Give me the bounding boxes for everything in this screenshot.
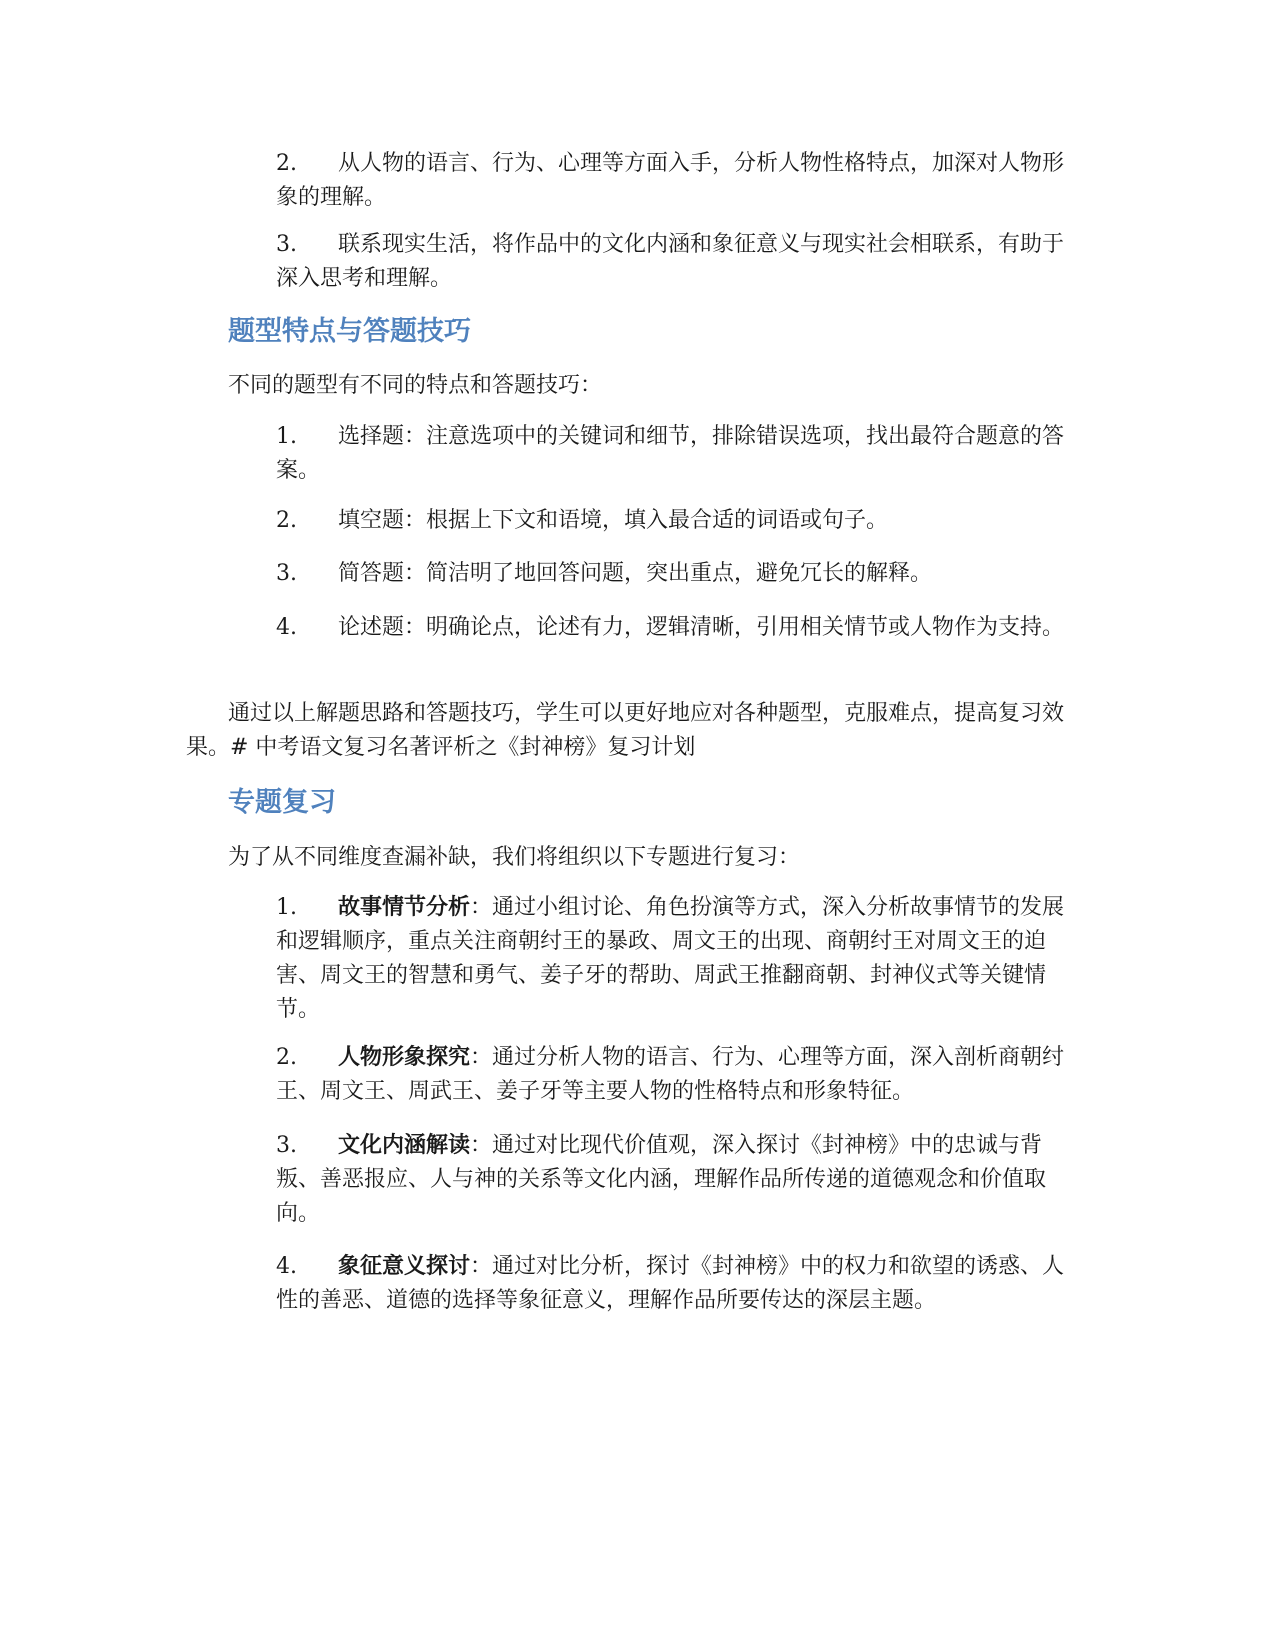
list-number: 1. [276, 895, 297, 920]
list-item-text: ：通过对比现代价值观，深入探讨《封神榜》中的忠诚与背叛、善恶报应、人与神的关系等文化内涵，理解作品所传递的道德观念和价值取向。 [276, 1133, 1047, 1226]
list-item-title: 象征意义探讨 [338, 1253, 471, 1279]
list-item-text: 填空题：根据上下文和语境，填入最合适的词语或句子。 [338, 508, 889, 533]
list-item-text: 简答题：简洁明了地回答问题，突出重点，避免冗长的解释。 [338, 561, 933, 586]
list-item [234, 557, 1079, 591]
intro-question-types: 不同的题型有不同的特点和答题技巧： [228, 373, 603, 398]
intro-topic-review: 为了从不同维度查漏补缺，我们将组织以下专题进行复习： [228, 845, 801, 870]
list-number: 2. [276, 151, 297, 176]
heading-topic-review: 专题复习 [228, 787, 336, 818]
list-number: 2. [276, 508, 297, 533]
list-item-text: 联系现实生活，将作品中的文化内涵和象征意义与现实社会相联系，有助于深入思考和理解。 [276, 232, 1065, 291]
list-item-title: 文化内涵解读 [338, 1132, 471, 1158]
heading-question-types: 题型特点与答题技巧 [228, 316, 471, 347]
list-item [234, 228, 1079, 296]
list-number: 3. [276, 561, 297, 586]
list-item-text: ：通过对比分析，探讨《封神榜》中的权力和欲望的诱惑、人性的善恶、道德的选择等象征意义，理解作品所要传达的深层主题。 [276, 1254, 1065, 1313]
list-item [234, 1249, 1079, 1318]
list-item [234, 611, 1079, 645]
list-item [234, 147, 1079, 215]
list-item-title: 人物形象探究 [338, 1044, 471, 1070]
list-item [234, 890, 1079, 1027]
list-item [234, 1128, 1079, 1231]
list-number: 3. [276, 1133, 297, 1158]
list-number: 4. [276, 615, 297, 640]
list-item-title: 故事情节分析 [338, 894, 471, 920]
list-item [234, 504, 1079, 538]
list-item-text: ：通过小组讨论、角色扮演等方式，深入分析故事情节的发展和逻辑顺序，重点关注商朝纣王的暴政、周文王的出现、商朝纣王对周文王的迫害、周文王的智慧和勇气、姜子牙的帮助、周武王推翻商朝、封神仪式等关键情节。 [276, 895, 1065, 1022]
conclusion-paragraph [186, 697, 1076, 765]
list-item-text: 选择题：注意选项中的关键词和细节，排除错误选项，找出最符合题意的答案。 [276, 424, 1065, 483]
list-number: 2. [276, 1045, 297, 1070]
list-item [234, 1040, 1079, 1109]
list-item-text: ：通过分析人物的语言、行为、心理等方面，深入剖析商朝纣王、周文王、周武王、姜子牙等主要人物的性格特点和形象特征。 [276, 1045, 1065, 1104]
list-item [234, 420, 1079, 488]
list-item-text: 从人物的语言、行为、心理等方面入手，分析人物性格特点，加深对人物形象的理解。 [276, 151, 1065, 210]
conclusion-text: 通过以上解题思路和答题技巧，学生可以更好地应对各种题型，克服难点，提高复习效果。# 中考语文复习名著评析之《封神榜》复习计划 [186, 701, 1065, 760]
list-number: 1. [276, 424, 297, 449]
list-number: 3. [276, 232, 297, 257]
list-item-text: 论述题：明确论点，论述有力，逻辑清晰，引用相关情节或人物作为支持。 [338, 615, 1065, 640]
list-number: 4. [276, 1254, 297, 1279]
